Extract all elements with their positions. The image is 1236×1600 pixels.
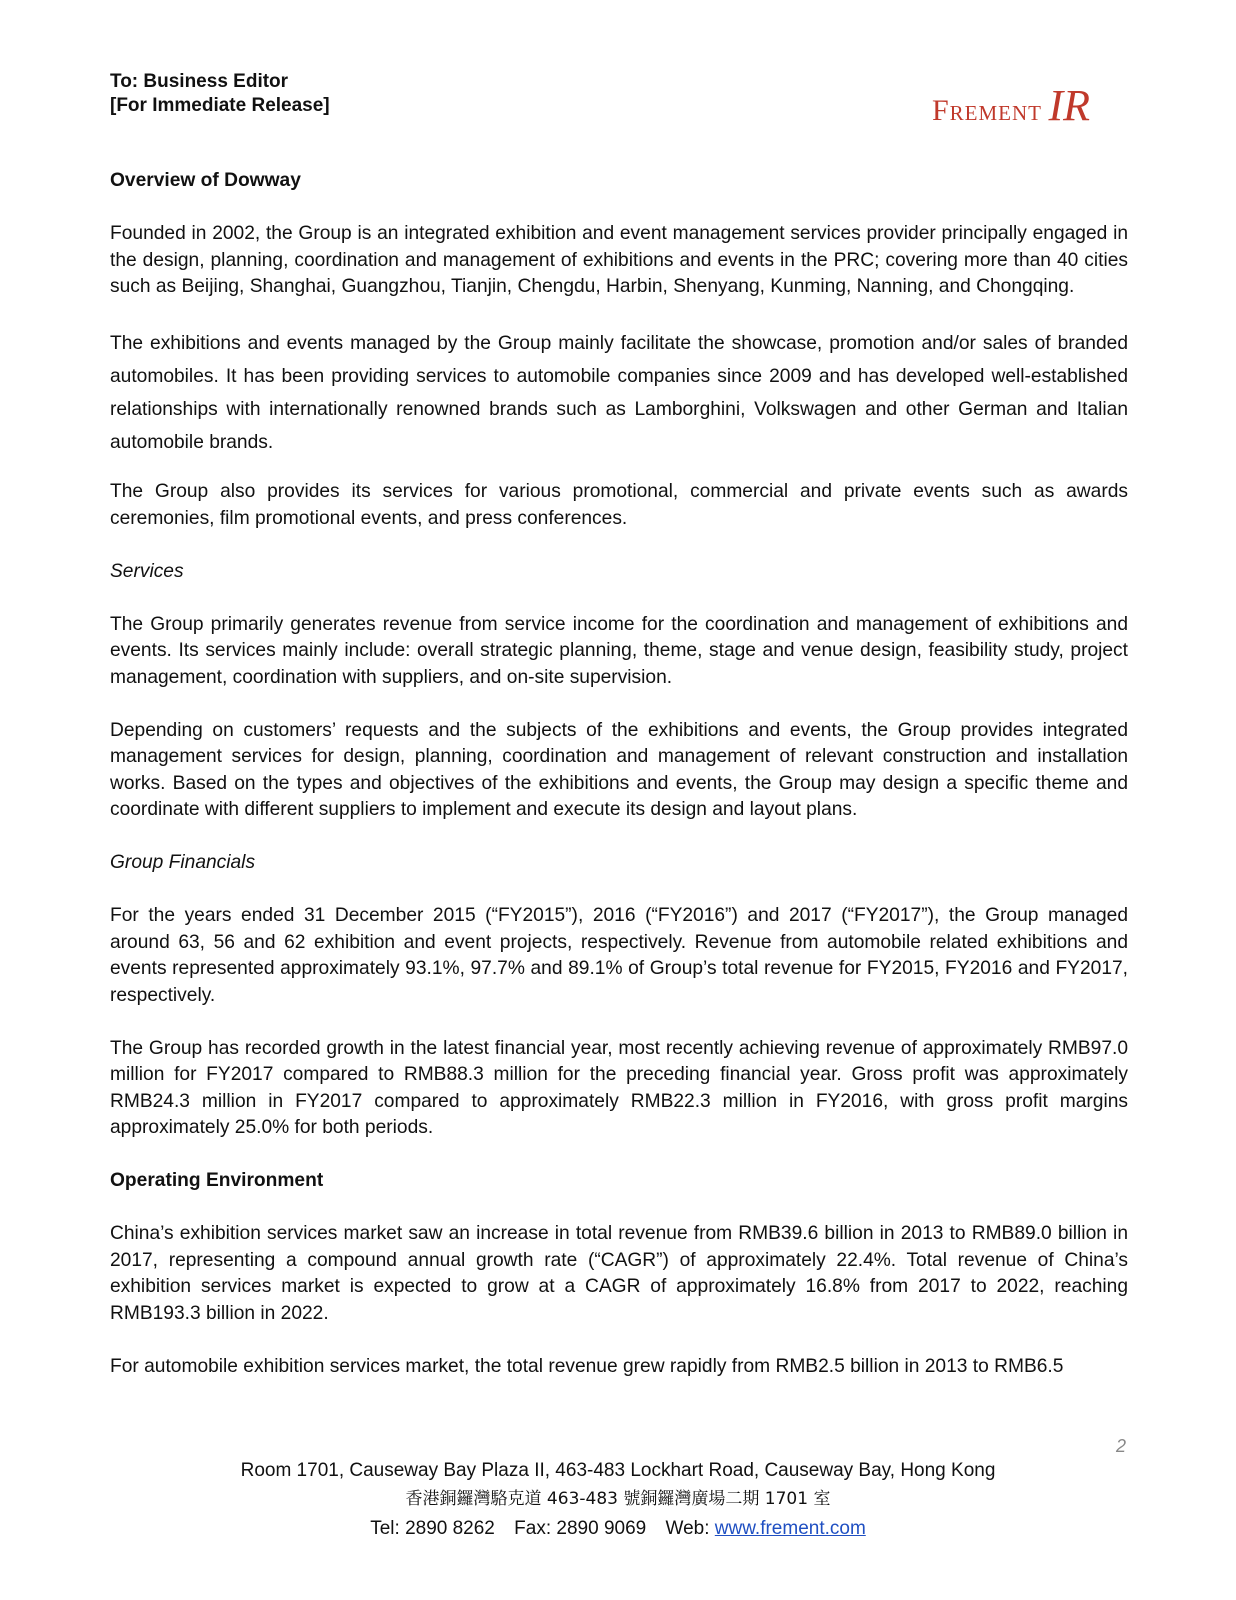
to-line: To: Business Editor <box>110 71 289 92</box>
frement-ir-logo <box>860 76 1100 136</box>
overview-paragraph-1: Founded in 2002, the Group is an integrated exhibition and event management services provider principally engaged in the design, planning, coordination and management of exhibitions and events in the PRC; covering more than 40 cities such as Beijing, Shanghai, Guangzhou, Tianjin, Chengdu, Harbin, Shenyang, Kunming, Nanning, and Chongqing. <box>110 223 1128 297</box>
logo-word: Frement <box>931 94 1042 127</box>
services-heading: Services <box>110 560 184 582</box>
header <box>110 70 1130 130</box>
footer-web-label: Web: <box>665 1518 710 1539</box>
release-line: [For Immediate Release] <box>110 95 330 116</box>
overview-paragraph-3: The Group also provides its services for various promotional, commercial and private events such as awards ceremonies, film promotional events, and press conferences. <box>110 481 1128 529</box>
operating-paragraph-1: China’s exhibition services market saw an increase in total revenue from RMB39.6 billion in 2013 to RMB89.0 billion in 2017, representing a compound annual growth rate (“CAGR”) of approximately 22.4%. Total revenue of China’s exhibition services market is expected to grow at a CAGR of approximately 16.8% from 2017 to 2022, reaching RMB193.3 billion in 2022. <box>110 1223 1128 1324</box>
footer-tel: Tel: 2890 8262 <box>370 1518 495 1539</box>
footer-address-chinese: 香港銅鑼灣駱克道 463-483 號銅鑼灣廣場二期 1701 室 <box>405 1489 831 1509</box>
services-paragraph-2: Depending on customers’ requests and the subjects of the exhibitions and events, the Group provides integrated management services for design, planning, coordination and management of relevant construction and installation works. Based on the types and objectives of the exhibitions and events, the Group may design a specific theme and coordinate with different suppliers to implement and execute its design and layout plans. <box>110 719 1128 820</box>
financials-heading: Group Financials <box>110 852 256 873</box>
page-number: 2 <box>1115 1436 1126 1456</box>
footer-contact <box>0 1514 1236 1543</box>
footer <box>0 1456 1236 1543</box>
logo-mark: IR <box>1048 81 1090 130</box>
services-paragraph-1: The Group primarily generates revenue from service income for the coordination and management of exhibitions and events. Its services mainly include: overall strategic planning, theme, stage and venue design, feasibility study, project management, coordination with suppliers, and on-site supervision. <box>110 613 1128 688</box>
footer-web-link[interactable]: www.frement.com <box>714 1518 866 1539</box>
footer-fax: Fax: 2890 9069 <box>514 1518 647 1539</box>
overview-paragraph-2: The exhibitions and events managed by the Group mainly facilitate the showcase, promotion and/or sales of branded automobiles. It has been providing services to automobile companies since 2009 and has developed well-established relationships with internationally renowned brands such as Lamborghini, Volkswagen and other German and Italian automobile brands. <box>110 333 1128 453</box>
document-body <box>110 168 1128 1407</box>
financials-paragraph-1: For the years ended 31 December 2015 (“FY2015”), 2016 (“FY2016”) and 2017 (“FY2017”), the Group managed around 63, 56 and 62 exhibition and event projects, respectively. Revenue from automobile related exhibitions and events represented approximately 93.1%, 97.7% and 89.1% of Group’s total revenue for FY2015, FY2016 and FY2017, respectively. <box>110 905 1128 1006</box>
operating-paragraph-2: For automobile exhibition services market, the total revenue grew rapidly from RMB2.5 billion in 2013 to RMB6.5 <box>110 1355 1064 1377</box>
footer-address: Room 1701, Causeway Bay Plaza II, 463-483 Lockhart Road, Causeway Bay, Hong Kong <box>240 1460 996 1481</box>
overview-heading: Overview of Dowway <box>110 170 301 191</box>
recipient-block <box>110 70 330 118</box>
financials-paragraph-2: The Group has recorded growth in the latest financial year, most recently achieving revenue of approximately RMB97.0 million for FY2017 compared to RMB88.3 million for the preceding financial year. Gross profit was approximately RMB24.3 million in FY2017 compared to approximately RMB22.3 million in FY2016, with gross profit margins approximately 25.0% for both periods. <box>110 1037 1128 1138</box>
operating-heading: Operating Environment <box>110 1170 324 1191</box>
